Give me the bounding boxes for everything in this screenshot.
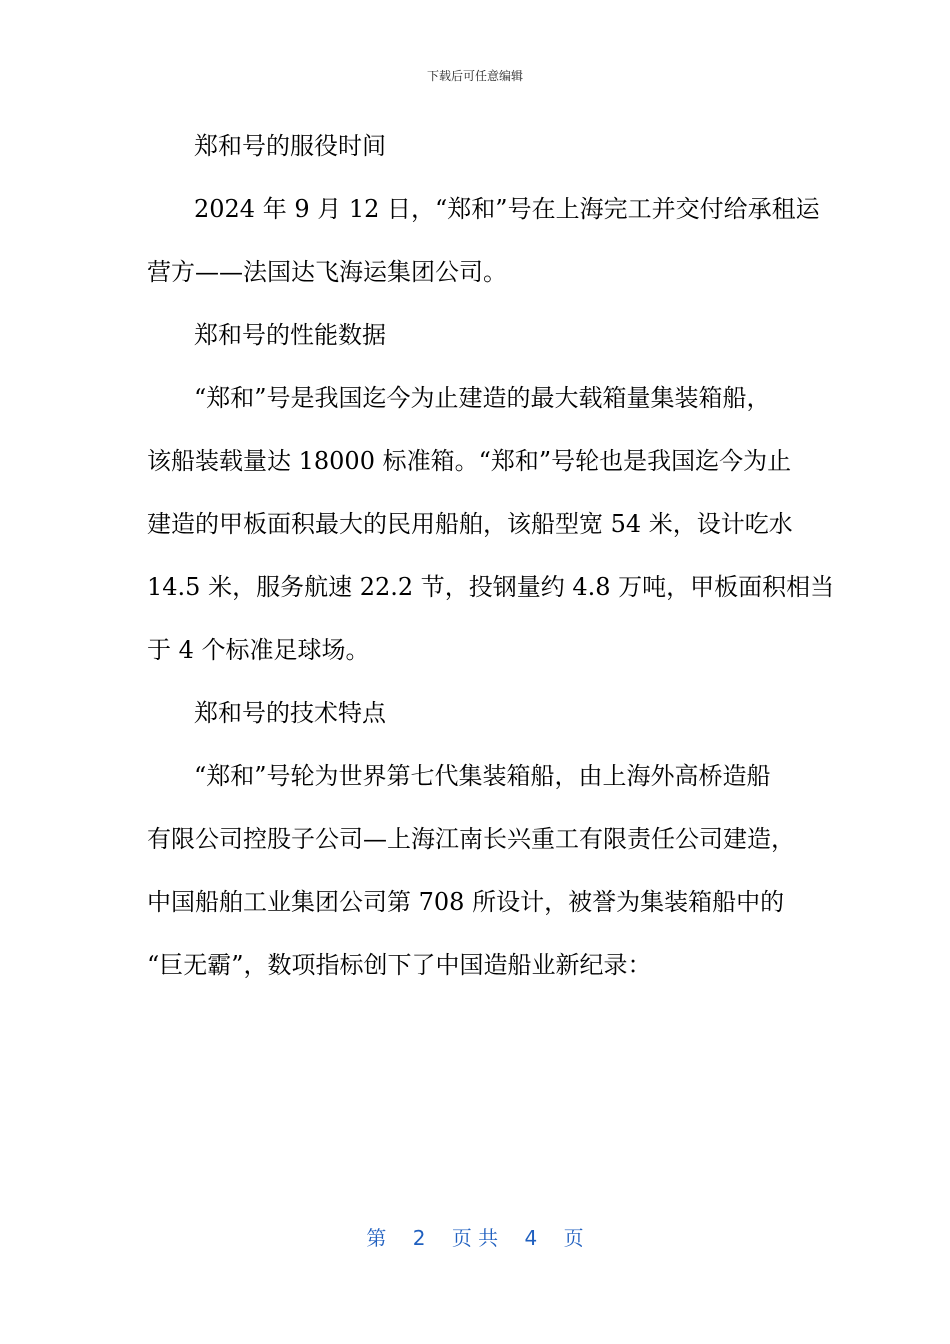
paragraph-line: 于 4 个标准足球场。 [147, 636, 370, 664]
current-page-number: 2 [412, 1226, 426, 1250]
paragraph-line: “郑和”号是我国迄今为止建造的最大载箱量集装箱船， [194, 384, 771, 412]
footer-label-middle: 页 共 [451, 1226, 499, 1250]
section-heading-performance-data: 郑和号的性能数据 [194, 321, 386, 349]
paragraph-line: 中国船舶工业集团公司第 708 所设计，被誉为集装箱船中的 [147, 888, 785, 916]
total-page-number: 4 [524, 1226, 538, 1250]
section-heading-technical-features: 郑和号的技术特点 [194, 699, 386, 727]
paragraph-line: 有限公司控股子公司—上海江南长兴重工有限责任公司建造， [147, 825, 795, 853]
paragraph-line: 营方——法国达飞海运集团公司。 [147, 258, 507, 286]
paragraph-line: 建造的甲板面积最大的民用船舶，该船型宽 54 米，设计吃水 [147, 510, 793, 538]
document-body [147, 120, 835, 1002]
paragraph-line: 该船装载量达 18000 标准箱。“郑和”号轮也是我国迄今为止 [147, 447, 792, 475]
footer-label-suffix: 页 [563, 1226, 584, 1250]
paragraph-line: 2024 年 9 月 12 日，“郑和”号在上海完工并交付给承租运 [194, 195, 820, 223]
paragraph-line: 14.5 米，服务航速 22.2 节，投钢量约 4.8 万吨，甲板面积相当 [147, 573, 835, 601]
header-note: 下载后可任意编辑 [426, 69, 523, 83]
page-footer [0, 1226, 950, 1250]
footer-label-prefix: 第 [366, 1226, 387, 1250]
paragraph-line: “郑和”号轮为世界第七代集装箱船，由上海外高桥造船 [194, 762, 771, 790]
paragraph-line: “巨无霸”，数项指标创下了中国造船业新纪录： [147, 951, 652, 979]
section-heading-service-time: 郑和号的服役时间 [194, 132, 386, 160]
